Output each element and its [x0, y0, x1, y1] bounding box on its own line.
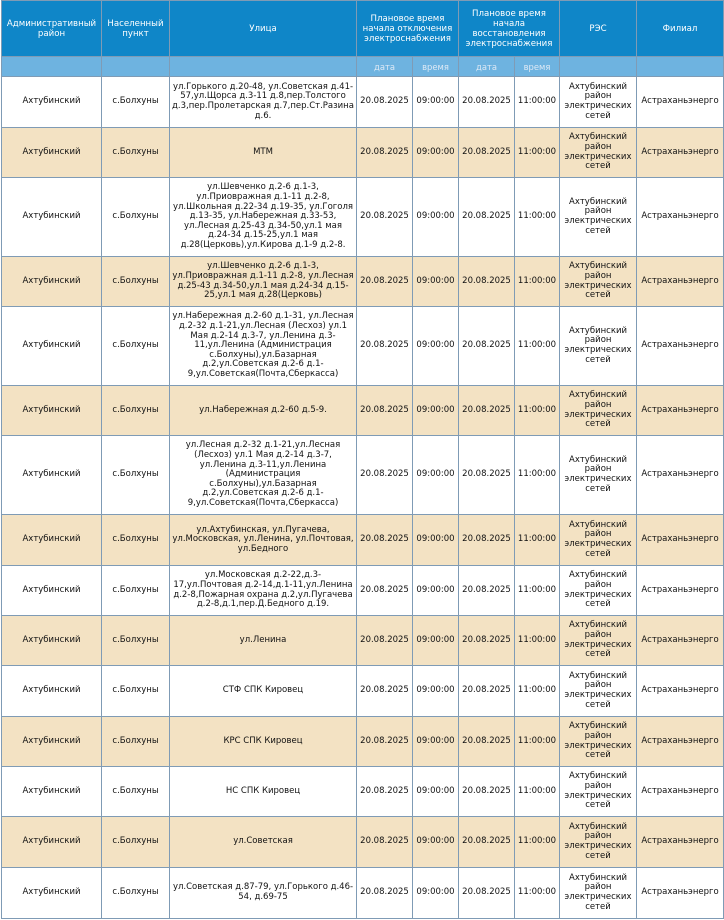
cell-on-time: 11:00:00 [515, 767, 560, 817]
subheader-off-time: время [413, 57, 459, 77]
cell-res: Ахтубинский район электрических сетей [560, 515, 637, 566]
header-res: РЭС [560, 1, 637, 57]
cell-off-time: 09:00:00 [413, 817, 459, 868]
cell-off-date: 20.08.2025 [357, 257, 413, 307]
table-row [2, 77, 724, 128]
cell-branch: Астраханьэнерго [637, 436, 724, 515]
cell-street: НС СПК Кировец [170, 767, 357, 817]
subheader-off-date: дата [357, 57, 413, 77]
cell-off-time: 09:00:00 [413, 178, 459, 257]
cell-locality: с.Болхуны [102, 666, 170, 717]
cell-street: ул.Московская д.2-22,д.3-17,ул.Почтовая д.2-14,д.1-11,ул.Ленина д.2-8,Пожарная охрана д.2,ул.Пугачева д.2-8,д.1,пер.Д.Бедного д.19. [170, 566, 357, 616]
cell-street: ул.Шевченко д.2-6 д.1-3, ул.Приовражная д.1-11 д.2-8, ул.Лесная д.25-43 д.34-50,ул.1 мая д.24-34 д.15-25,ул.1 мая д.28(Церковь) [170, 257, 357, 307]
cell-district: Ахтубинский [2, 868, 102, 919]
cell-branch: Астраханьэнерго [637, 717, 724, 767]
cell-branch: Астраханьэнерго [637, 178, 724, 257]
cell-off-time: 09:00:00 [413, 436, 459, 515]
cell-on-time: 11:00:00 [515, 868, 560, 919]
cell-off-date: 20.08.2025 [357, 767, 413, 817]
cell-on-time: 11:00:00 [515, 515, 560, 566]
cell-on-date: 20.08.2025 [459, 436, 515, 515]
cell-on-time: 11:00:00 [515, 77, 560, 128]
cell-off-time: 09:00:00 [413, 307, 459, 386]
cell-off-date: 20.08.2025 [357, 566, 413, 616]
cell-locality: с.Болхуны [102, 436, 170, 515]
cell-branch: Астраханьэнерго [637, 128, 724, 178]
cell-res: Ахтубинский район электрических сетей [560, 178, 637, 257]
cell-on-time: 11:00:00 [515, 436, 560, 515]
cell-locality: с.Болхуны [102, 817, 170, 868]
cell-off-time: 09:00:00 [413, 717, 459, 767]
cell-district: Ахтубинский [2, 666, 102, 717]
table-row [2, 717, 724, 767]
cell-district: Ахтубинский [2, 515, 102, 566]
cell-branch: Астраханьэнерго [637, 868, 724, 919]
cell-off-date: 20.08.2025 [357, 666, 413, 717]
table-row [2, 616, 724, 666]
cell-on-time: 11:00:00 [515, 128, 560, 178]
cell-off-date: 20.08.2025 [357, 868, 413, 919]
cell-on-time: 11:00:00 [515, 386, 560, 436]
cell-res: Ахтубинский район электрических сетей [560, 868, 637, 919]
cell-street: ул.Ленина [170, 616, 357, 666]
cell-res: Ахтубинский район электрических сетей [560, 717, 637, 767]
cell-off-time: 09:00:00 [413, 257, 459, 307]
table-row [2, 307, 724, 386]
cell-on-date: 20.08.2025 [459, 386, 515, 436]
cell-off-time: 09:00:00 [413, 515, 459, 566]
cell-district: Ахтубинский [2, 307, 102, 386]
cell-branch: Астраханьэнерго [637, 666, 724, 717]
cell-street: КРС СПК Кировец [170, 717, 357, 767]
header-district: Административный район [2, 1, 102, 57]
cell-street: МТМ [170, 128, 357, 178]
cell-on-date: 20.08.2025 [459, 515, 515, 566]
table-row [2, 817, 724, 868]
cell-district: Ахтубинский [2, 386, 102, 436]
cell-off-time: 09:00:00 [413, 868, 459, 919]
cell-res: Ахтубинский район электрических сетей [560, 767, 637, 817]
table-row [2, 566, 724, 616]
cell-branch: Астраханьэнерго [637, 515, 724, 566]
table-row [2, 436, 724, 515]
cell-res: Ахтубинский район электрических сетей [560, 616, 637, 666]
cell-res: Ахтубинский район электрических сетей [560, 666, 637, 717]
table-row [2, 128, 724, 178]
table-row [2, 767, 724, 817]
cell-street: СТФ СПК Кировец [170, 666, 357, 717]
table-row [2, 386, 724, 436]
cell-branch: Астраханьэнерго [637, 257, 724, 307]
subheader-on-date: дата [459, 57, 515, 77]
cell-on-date: 20.08.2025 [459, 178, 515, 257]
table-row [2, 666, 724, 717]
cell-district: Ахтубинский [2, 817, 102, 868]
cell-off-date: 20.08.2025 [357, 817, 413, 868]
cell-on-date: 20.08.2025 [459, 307, 515, 386]
cell-off-time: 09:00:00 [413, 616, 459, 666]
cell-branch: Астраханьэнерго [637, 386, 724, 436]
table-row [2, 868, 724, 919]
cell-street: ул.Шевченко д.2-6 д.1-3, ул.Приовражная д.1-11 д.2-8, ул.Школьная д.22-34 д.19-35, ул.Гоголя д.13-35, ул.Набережная д.33-53, ул.Лесная д.25-43 д.34-50,ул.1 мая д.24-34 д.15-25,ул.1 мая д.28(Церковь),ул.Кирова д.1-9 д.2-8. [170, 178, 357, 257]
cell-res: Ахтубинский район электрических сетей [560, 386, 637, 436]
cell-off-date: 20.08.2025 [357, 616, 413, 666]
cell-district: Ахтубинский [2, 178, 102, 257]
cell-off-date: 20.08.2025 [357, 77, 413, 128]
cell-off-time: 09:00:00 [413, 386, 459, 436]
header-restore: Плановое время начала восстановления электроснабжения [459, 1, 560, 57]
cell-off-time: 09:00:00 [413, 77, 459, 128]
cell-on-time: 11:00:00 [515, 616, 560, 666]
cell-locality: с.Болхуны [102, 178, 170, 257]
cell-on-date: 20.08.2025 [459, 128, 515, 178]
cell-on-time: 11:00:00 [515, 817, 560, 868]
cell-district: Ахтубинский [2, 767, 102, 817]
cell-branch: Астраханьэнерго [637, 767, 724, 817]
cell-locality: с.Болхуны [102, 717, 170, 767]
cell-res: Ахтубинский район электрических сетей [560, 257, 637, 307]
cell-res: Ахтубинский район электрических сетей [560, 436, 637, 515]
cell-locality: с.Болхуны [102, 257, 170, 307]
cell-branch: Астраханьэнерго [637, 566, 724, 616]
cell-on-time: 11:00:00 [515, 566, 560, 616]
subheader-empty [560, 57, 637, 77]
outage-schedule-table [1, 0, 724, 919]
table-row [2, 178, 724, 257]
cell-district: Ахтубинский [2, 257, 102, 307]
cell-street: ул.Лесная д.2-32 д.1-21,ул.Лесная (Лесхоз) ул.1 Мая д.2-14 д.3-7, ул.Ленина д.3-11,ул.Ленина (Администрация с.Болхуны),ул.Базарная д.2,ул.Советская д.2-6 д.1-9,ул.Советская(Почта,Сберкасса) [170, 436, 357, 515]
cell-locality: с.Болхуны [102, 767, 170, 817]
cell-on-time: 11:00:00 [515, 717, 560, 767]
cell-locality: с.Болхуны [102, 307, 170, 386]
subheader-empty [637, 57, 724, 77]
cell-locality: с.Болхуны [102, 77, 170, 128]
cell-district: Ахтубинский [2, 566, 102, 616]
table-row [2, 515, 724, 566]
cell-street: ул.Советская [170, 817, 357, 868]
cell-off-date: 20.08.2025 [357, 717, 413, 767]
cell-on-date: 20.08.2025 [459, 868, 515, 919]
header-street: Улица [170, 1, 357, 57]
subheader-empty [170, 57, 357, 77]
cell-off-date: 20.08.2025 [357, 386, 413, 436]
cell-street: ул.Набережная д.2-60 д.5-9. [170, 386, 357, 436]
cell-off-time: 09:00:00 [413, 767, 459, 817]
cell-on-time: 11:00:00 [515, 307, 560, 386]
header-branch: Филиал [637, 1, 724, 57]
cell-res: Ахтубинский район электрических сетей [560, 566, 637, 616]
cell-street: ул.Горького д.20-48, ул.Советская д.41-57,ул.Щорса д.3-11 д.8,пер.Толстого д.3,пер.Пролетарская д.7,пер.Ст.Разина д.6. [170, 77, 357, 128]
cell-branch: Астраханьэнерго [637, 616, 724, 666]
cell-off-date: 20.08.2025 [357, 436, 413, 515]
cell-district: Ахтубинский [2, 436, 102, 515]
cell-off-date: 20.08.2025 [357, 307, 413, 386]
cell-res: Ахтубинский район электрических сетей [560, 307, 637, 386]
subheader-on-time: время [515, 57, 560, 77]
cell-district: Ахтубинский [2, 616, 102, 666]
cell-branch: Астраханьэнерго [637, 77, 724, 128]
cell-locality: с.Болхуны [102, 515, 170, 566]
cell-off-time: 09:00:00 [413, 128, 459, 178]
cell-street: ул.Ахтубинская, ул.Пугачева, ул.Московская, ул.Ленина, ул.Почтовая, ул.Бедного [170, 515, 357, 566]
cell-off-date: 20.08.2025 [357, 515, 413, 566]
cell-off-time: 09:00:00 [413, 666, 459, 717]
cell-on-date: 20.08.2025 [459, 717, 515, 767]
cell-res: Ахтубинский район электрических сетей [560, 817, 637, 868]
cell-locality: с.Болхуны [102, 868, 170, 919]
cell-on-date: 20.08.2025 [459, 566, 515, 616]
cell-on-time: 11:00:00 [515, 257, 560, 307]
cell-off-time: 09:00:00 [413, 566, 459, 616]
cell-street: ул.Советская д.87-79, ул.Горького д.46-54, д.69-75 [170, 868, 357, 919]
cell-res: Ахтубинский район электрических сетей [560, 128, 637, 178]
cell-branch: Астраханьэнерго [637, 307, 724, 386]
subheader-empty [102, 57, 170, 77]
cell-locality: с.Болхуны [102, 128, 170, 178]
table-row [2, 257, 724, 307]
cell-district: Ахтубинский [2, 77, 102, 128]
cell-locality: с.Болхуны [102, 386, 170, 436]
cell-off-date: 20.08.2025 [357, 178, 413, 257]
cell-branch: Астраханьэнерго [637, 817, 724, 868]
cell-district: Ахтубинский [2, 128, 102, 178]
header-locality: Населенный пункт [102, 1, 170, 57]
cell-on-date: 20.08.2025 [459, 257, 515, 307]
cell-on-time: 11:00:00 [515, 666, 560, 717]
cell-res: Ахтубинский район электрических сетей [560, 77, 637, 128]
header-off-start: Плановое время начала отключения электроснабжения [357, 1, 459, 57]
cell-locality: с.Болхуны [102, 566, 170, 616]
cell-on-date: 20.08.2025 [459, 666, 515, 717]
cell-on-time: 11:00:00 [515, 178, 560, 257]
cell-district: Ахтубинский [2, 717, 102, 767]
cell-street: ул.Набережная д.2-60 д.1-31, ул.Лесная д.2-32 д.1-21,ул.Лесная (Лесхоз) ул.1 Мая д.2-14 д.3-7, ул.Ленина д.3-11,ул.Ленина (Администрация с.Болхуны),ул.Базарная д.2,ул.Советская д.2-6 д.1-9,ул.Советская(Почта,Сберкасса) [170, 307, 357, 386]
subheader-empty [2, 57, 102, 77]
cell-on-date: 20.08.2025 [459, 767, 515, 817]
cell-off-date: 20.08.2025 [357, 128, 413, 178]
cell-on-date: 20.08.2025 [459, 817, 515, 868]
cell-on-date: 20.08.2025 [459, 77, 515, 128]
cell-on-date: 20.08.2025 [459, 616, 515, 666]
cell-locality: с.Болхуны [102, 616, 170, 666]
